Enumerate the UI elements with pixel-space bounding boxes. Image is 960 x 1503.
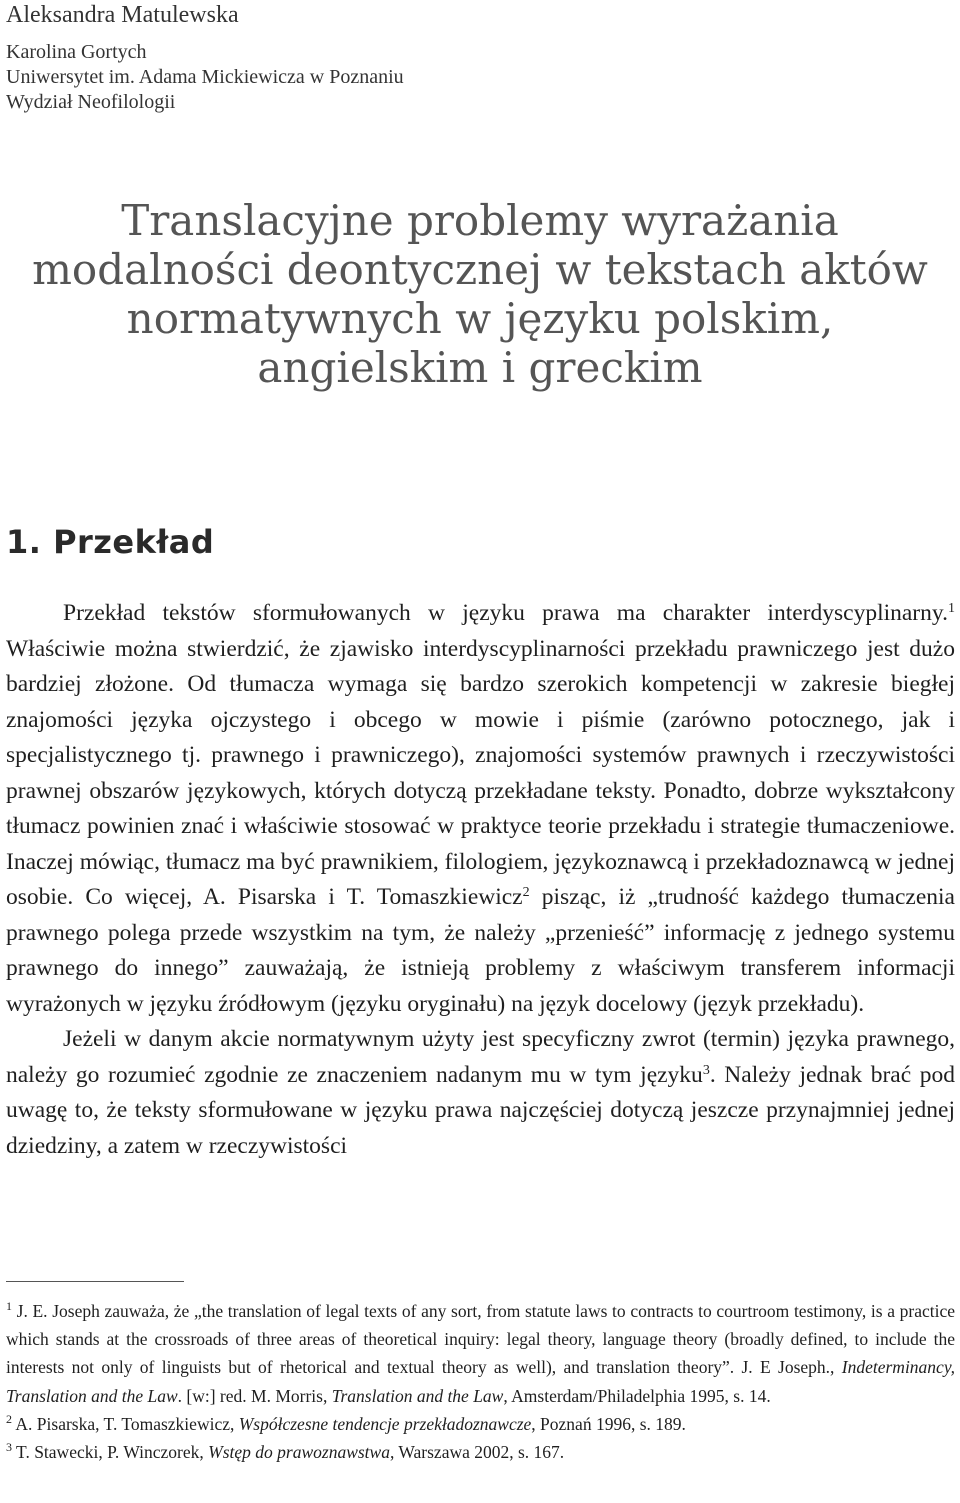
footnote-text: , Poznań 1996, s. 189.	[531, 1413, 686, 1434]
section-heading: 1. Przekład	[6, 523, 215, 561]
body-text	[6, 596, 955, 1164]
author-name-primary: Aleksandra Matulewska	[6, 2, 239, 28]
title-line: normatywnych w języku polskim,	[126, 294, 834, 343]
title-line: Translacyjne problemy wyrażania	[121, 196, 839, 245]
footnote-ref-3: 3	[702, 1062, 710, 1078]
footnote-ref-2: 2	[522, 885, 530, 900]
footnote-separator	[6, 1281, 184, 1282]
footnote-text: J. E. Joseph zauważa, że „the translation of legal texts of any sort, from statute laws to contracts to courtroom testimony, is a practice which stands at the crossroads of three areas of theoretical inquiry: legal theory, language theory (broadly defined, to include the interests not only of linguists but of rhetorical and textual theory as well), and translation theory”. J. E Joseph.,	[6, 1301, 955, 1378]
paragraph-text: Przekład tekstów sformułowanych w języku prawa ma charakter interdyscyplinarny.	[63, 600, 948, 626]
footnote-text: T. Stawecki, P. Winczorek,	[12, 1442, 209, 1463]
footnote-italic-title: Współczesne tendencje przekładoznawcze	[238, 1413, 532, 1434]
footnote-italic-title: Indeterminancy, Translation and the Law	[6, 1357, 955, 1406]
paper-title	[0, 196, 960, 392]
author-affiliation: Uniwersytet im. Adama Mickiewicza w Poznaniu	[6, 66, 404, 88]
footnote-text: , Warszawa 2002, s. 167.	[389, 1442, 565, 1463]
footnotes	[6, 1297, 955, 1466]
author-block	[6, 0, 404, 115]
paragraph-2	[6, 1022, 955, 1164]
author-name-secondary: Karolina Gortych	[6, 41, 147, 63]
footnote-number: 2	[6, 1411, 12, 1426]
title-line: modalności deontycznej w tekstach aktów	[32, 245, 928, 294]
footnote-number: 1	[6, 1299, 12, 1313]
footnote-italic-title: Wstęp do prawoznawstwa	[208, 1442, 390, 1463]
paragraph-text: Właściwie można stwierdzić, że zjawisko interdyscyplinarności przekładu prawniczego jest dużo bardziej złożone. Od tłumacza wymaga się bardzo szerokich kompetencji w zakresie biegłej znajomości języka ojczystego i obcego w mowie i piśmie (zarówno potocznego, jak i specjalistycznego tj. prawnego i prawniczego), znajomości systemów prawnych i rzeczywistości prawnej obszarów językowych, których dotyczą przekładane teksty. Ponadto, dobrze wykształcony tłumacz powinien znać i właściwie stosować w praktyce teorie przekładu i strategie tłumaczeniowe. Inaczej mówiąc, tłumacz ma być prawnikiem, filologiem, językoznawcą i przekładoznawcą w jednej osobie. Co więcej, A. Pisarska i T. Tomaszkiewicz	[6, 635, 955, 910]
footnote-3	[6, 1438, 955, 1466]
footnote-1	[6, 1297, 955, 1410]
footnote-text: A. Pisarska, T. Tomaszkiewicz,	[12, 1413, 239, 1434]
paragraph-text: . Należy jednak brać pod uwagę to, że teksty sformułowane w języku prawa najczęściej dotyczą jeszcze przynajmniej jednej dziedziny, a zatem w rzeczywistości	[6, 1061, 955, 1159]
paragraph-text: Jeżeli w danym akcie normatywnym użyty jest specyficzny zwrot (termin) języka prawnego, należy go rozumieć zgodnie ze znaczeniem nadanym mu w tym języku	[6, 1026, 955, 1088]
footnote-2	[6, 1410, 955, 1438]
paragraph-1	[6, 596, 955, 1022]
paragraph-text: pisząc, iż „trudność każdego tłumaczenia prawnego polega przede wszystkim na tym, że należy „przenieść” informację z jednego systemu prawnego do innego” zauważają, że istnieją problemy z właściwym transferem informacji wyrażonych w języku źródłowym (języku oryginału) na język docelowy (język przekładu).	[6, 884, 955, 1017]
footnote-italic-title: Translation and the Law	[331, 1385, 504, 1406]
author-faculty: Wydział Neofilologii	[6, 91, 176, 113]
footnote-number: 3	[6, 1440, 12, 1455]
title-line: angielskim i greckim	[257, 343, 703, 392]
footnote-ref-1: 1	[948, 601, 955, 616]
footnote-text: . [w:] red. M. Morris,	[177, 1385, 332, 1406]
footnote-text: , Amsterdam/Philadelphia 1995, s. 14.	[503, 1385, 771, 1406]
